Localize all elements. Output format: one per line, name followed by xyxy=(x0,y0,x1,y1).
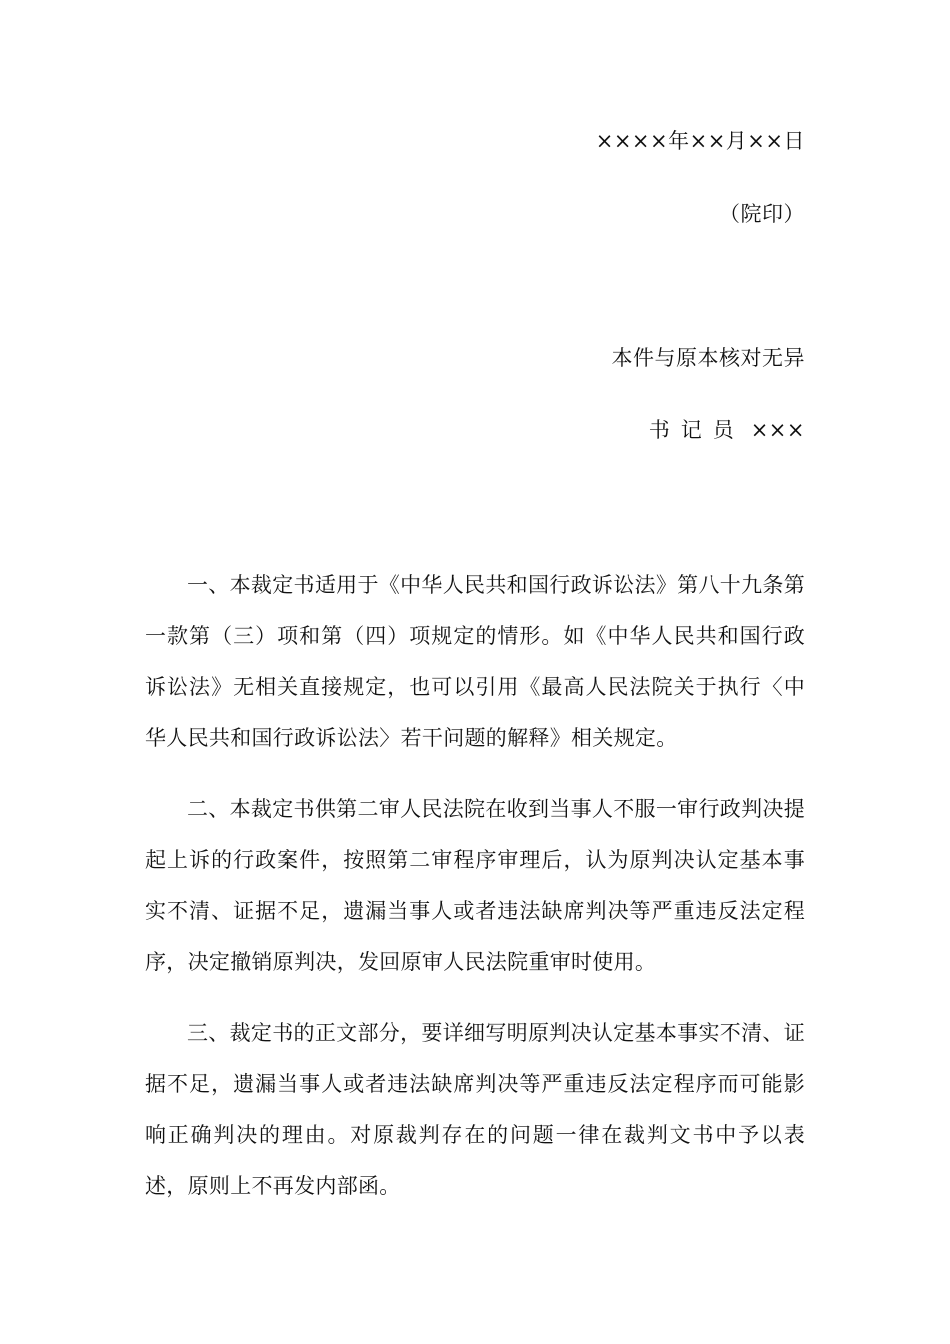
clerk-signature xyxy=(649,416,805,444)
verification-statement: 本件与原本核对无异 xyxy=(611,346,805,370)
usage-notes xyxy=(145,560,805,1232)
note-paragraph-2: 二、本裁定书供第二审人民法院在收到当事人不服一审行政判决提起上诉的行政案件，按照第二审程序审理后，认为原判决认定基本事实不清、证据不足，遗漏当事人或者违法缺席判决等严重违反法定程序，决定撤销原判决，发回原审人民法院重审时使用。 xyxy=(145,797,805,974)
judgment-date: ××××年××月××日 xyxy=(595,129,805,153)
clerk-label: 书记员 xyxy=(648,418,745,442)
court-seal-note: （院印） xyxy=(719,202,805,226)
clerk-name: ××× xyxy=(750,418,805,442)
note-paragraph-1: 一、本裁定书适用于《中华人民共和国行政诉讼法》第八十九条第一款第（三）项和第（四）项规定的情形。如《中华人民共和国行政诉讼法》无相关直接规定，也可以引用《最高人民法院关于执行〈中华人民共和国行政诉讼法〉若干问题的解释》相关规定。 xyxy=(145,573,805,750)
note-paragraph-3: 三、裁定书的正文部分，要详细写明原判决认定基本事实不清、证据不足，遗漏当事人或者违法缺席判决等严重违反法定程序而可能影响正确判决的理由。对原裁判存在的问题一律在裁判文书中予以表述，原则上不再发内部函。 xyxy=(145,1021,805,1198)
